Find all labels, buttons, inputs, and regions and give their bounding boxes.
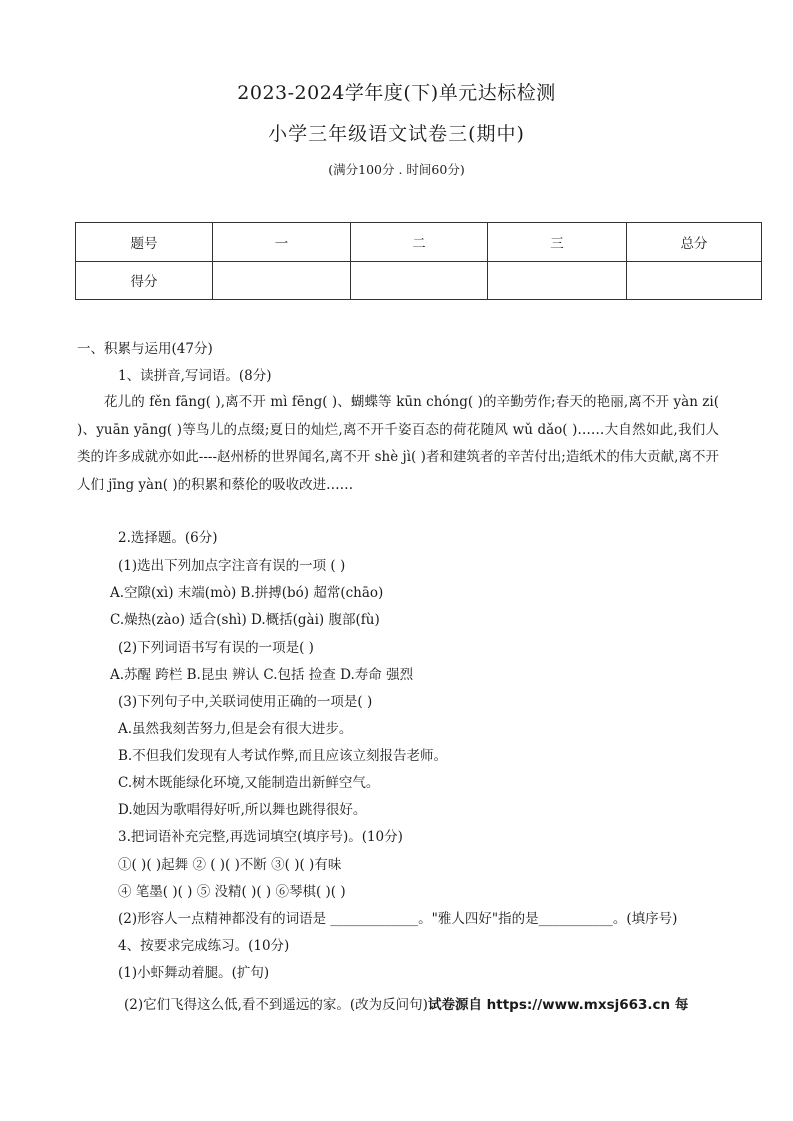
q2-sub3-option-b: B.不但我们发现有人考试作弊,而且应该立刻报告老师。 <box>118 748 448 764</box>
score-table-cell-part2: 二 <box>351 223 488 262</box>
score-table-score-label: 得分 <box>76 261 213 300</box>
q2-sub2: (2)下列词语书写有误的一项是( ) <box>118 640 314 656</box>
q2-sub3: (3)下列句子中,关联词使用正确的一项是( ) <box>118 694 373 710</box>
source-watermark-text: 试卷源自 https://www.mxsj663.cn 每 <box>427 997 689 1013</box>
q4-sub2: (2)它们飞得这么低,看不到遥远的家。(改为反问句) <box>124 997 428 1013</box>
score-blank-part2[interactable] <box>351 261 488 300</box>
score-blank-total[interactable] <box>627 261 762 300</box>
q3-prompt: 3.把词语补充完整,再选词填空(填序号)。(10分) <box>118 829 403 845</box>
q3-row1: ①( )( )起舞 ② ( )( )不断 ③( )( )有味 <box>118 857 342 873</box>
score-blank-part1[interactable] <box>213 261 351 300</box>
q4-prompt: 4、按要求完成练习。(10分) <box>118 938 290 954</box>
q2-sub1-options-cd: C.燥热(zào) 适合(shì) D.概括(gài) 腹部(fù) <box>110 612 380 628</box>
q1-paragraph: 花儿的 fěn fāng( ),离不开 mì fēng( )、蝴蝶等 kūn chóng( )的辛勤劳作;春天的艳丽,离不开 yàn zi( )、yuān yāng( )等鸟儿的点缀;夏日的灿烂,离不开千姿百态的荷花随风 wǔ dǎo( )……大自然如此,我们人类的许多成就亦如此----赵州桥的世界闻名,离不开 shè jì( )者和建筑者的辛苦付出;造纸术的伟大贡献,离不开人们 jīng yàn( )的积累和蔡伦的吸收改进…… <box>77 394 719 493</box>
score-table-score-row <box>76 261 762 300</box>
q2-sub3-option-c: C.树木既能绿化环境,又能制造出新鲜空气。 <box>118 775 380 791</box>
score-table-cell-part1: 一 <box>213 223 351 262</box>
exam-subtitle: 小学三年级语文试卷三(期中) <box>268 123 525 145</box>
q2-sub3-option-d: D.她因为歌唱得好听,所以舞也跳得很好。 <box>118 802 367 818</box>
q1-prompt: 1、读拼音,写词语。(8分) <box>118 368 272 384</box>
score-table-cell-label: 题号 <box>76 223 213 262</box>
q2-sub1: (1)选出下列加点字注音有误的一项 ( ) <box>118 558 346 574</box>
q4-sub2-line <box>124 995 688 1015</box>
q3-row2: ④ 笔墨( )( ) ⑤ 没精( )( ) ⑥琴棋( )( ) <box>118 884 346 900</box>
q3-sub2: (2)形容人一点精神都没有的词语是 _____________。"雅人四好"指的是___________。(填序号) <box>118 911 678 927</box>
score-blank-part3[interactable] <box>488 261 627 300</box>
exam-note: (满分100分 . 时间60分) <box>328 162 465 177</box>
section1-heading: 一、积累与运用(47分) <box>77 341 213 357</box>
score-table <box>75 222 762 300</box>
q2-sub2-options: A.苏醒 跨栏 B.昆虫 辨认 C.包括 捡查 D.寿命 强烈 <box>110 667 414 683</box>
q2-sub1-options-ab: A.空隙(xì) 末端(mò) B.拼搏(bó) 超常(chāo) <box>110 585 384 601</box>
score-table-cell-total: 总分 <box>627 223 762 262</box>
q2-prompt: 2.选择题。(6分) <box>118 530 218 546</box>
score-table-header-row <box>76 223 762 262</box>
q4-sub1: (1)小虾舞动着腿。(扩句) <box>118 965 270 981</box>
q2-sub3-option-a: A.虽然我刻苦努力,但是会有很大进步。 <box>118 721 353 737</box>
score-table-cell-part3: 三 <box>488 223 627 262</box>
exam-title: 2023-2024学年度(下)单元达标检测 <box>237 82 556 104</box>
